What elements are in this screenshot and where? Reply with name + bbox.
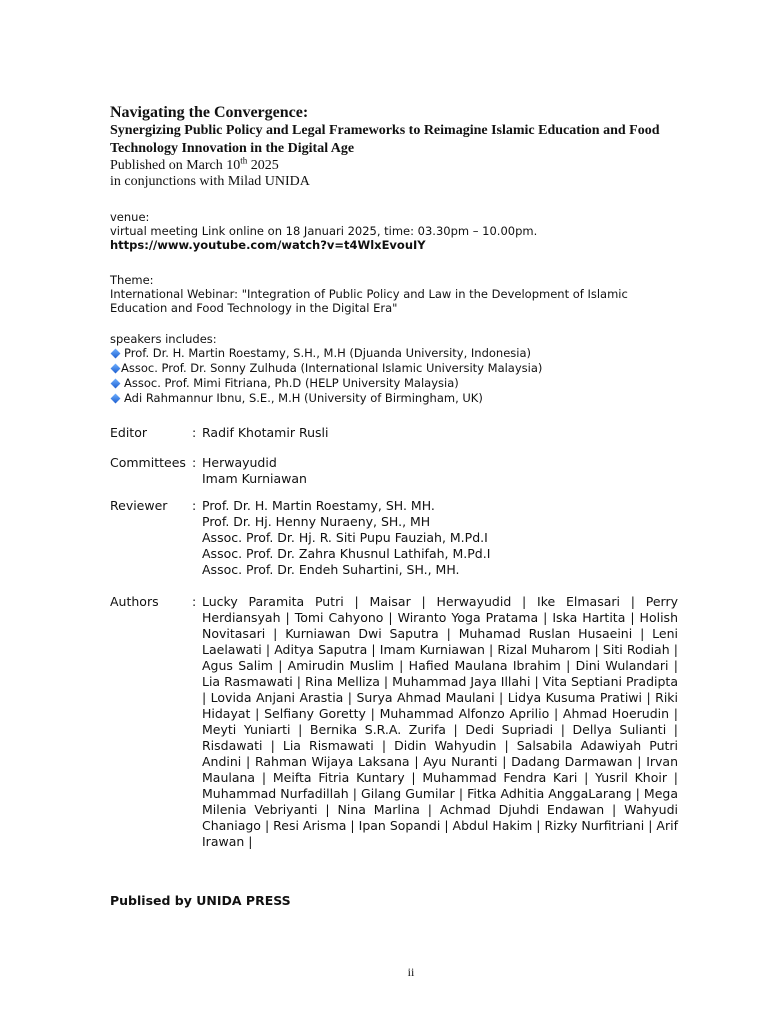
reviewer-name: Prof. Dr. Hj. Henny Nuraeny, SH., MH	[202, 514, 431, 529]
book-subtitle: Synergizing Public Policy and Legal Frameworks to Reimagine Islamic Education and Food Technology Innovation in the Digital Age	[110, 123, 660, 156]
committees-names	[202, 455, 678, 487]
reviewer-name: Assoc. Prof. Dr. Hj. R. Siti Pupu Fauziah, M.Pd.I	[202, 530, 488, 545]
authors-label: Authors	[110, 594, 159, 609]
speaker-name: Assoc. Prof. Mimi Fitriana, Ph.D (HELP University Malaysia)	[124, 376, 459, 390]
committees-label: Committees	[110, 455, 186, 470]
reviewer-label: Reviewer	[110, 498, 168, 513]
editor-name: Radif Khotamir Rusli	[202, 425, 329, 440]
committee-name: Imam Kurniawan	[202, 471, 307, 486]
editor-label: Editor	[110, 425, 147, 440]
published-date-suffix: th	[240, 155, 248, 166]
speaker-name: Adi Rahmannur Ibnu, S.E., M.H (University of Birmingham, UK)	[124, 391, 483, 405]
editor-row	[110, 425, 678, 441]
diamond-bullet-icon	[111, 394, 121, 404]
publisher-line: Publised by UNIDA PRESS	[110, 893, 291, 908]
speaker-item	[110, 391, 678, 406]
document-page	[110, 103, 678, 850]
theme-text: International Webinar: "Integration of Public Policy and Law in the Development of Islamic Education and Food Technology in the Digital Era"	[110, 287, 628, 315]
book-title: Navigating the Convergence:	[110, 104, 309, 121]
reviewer-name: Prof. Dr. H. Martin Roestamy, SH. MH.	[202, 498, 435, 513]
authors-row	[110, 594, 678, 850]
speaker-item	[110, 346, 678, 361]
diamond-bullet-icon	[111, 379, 121, 389]
speakers-section	[110, 332, 678, 406]
reviewer-row	[110, 498, 678, 578]
reviewer-name: Assoc. Prof. Dr. Zahra Khusnul Lathifah, M.Pd.I	[202, 546, 491, 561]
editor-colon: :	[192, 425, 197, 440]
speakers-list	[110, 346, 678, 406]
published-year: 2025	[247, 158, 279, 173]
reviewer-names	[202, 498, 678, 578]
venue-text: virtual meeting Link online on 18 Januari 2025, time: 03.30pm – 10.00pm.	[110, 224, 538, 238]
reviewer-colon: :	[192, 498, 197, 513]
venue-label: venue:	[110, 210, 150, 224]
committee-name: Herwayudid	[202, 455, 277, 470]
speaker-name: Assoc. Prof. Dr. Sonny Zulhuda (International Islamic University Malaysia)	[121, 361, 543, 375]
diamond-bullet-icon	[111, 349, 121, 359]
reviewer-name: Assoc. Prof. Dr. Endeh Suhartini, SH., MH.	[202, 562, 460, 577]
conjunction-note: in conjunctions with Milad UNIDA	[110, 174, 310, 189]
theme-section	[110, 273, 678, 315]
authors-list: Lucky Paramita Putri | Maisar | Herwayudid | Ike Elmasari | Perry Herdiansyah | Tomi Cahyono | Wiranto Yoga Pratama | Iska Hartita | Holish Novitasari | Kurniawan Dwi Saputra | Muhamad Ruslan Husaeini | Leni Laelawati | Aditya Saputra | Imam Kurniawan | Rizal Muharom | Siti Rodiah | Agus Salim | Amirudin Muslim | Hafied Maulana Ibrahim | Dini Wulandari | Lia Rasmawati | Rina Melliza | Muhammad Jaya Illahi | Vita Septiani Pradipta | Lovida Anjani Arastia | Surya Ahmad Maulani | Lidya Kusuma Pratiwi | Riki Hidayat | Selfiany Goretty | Muhammad Alfonzo Aprilio | Ahmad Hoerudin | Meyti Yuniarti | Bernika S.R.A. Zurifa | Dedi Supriadi | Dellya Sulianti | Risdawati | Lia Rismawati | Didin Wahyudin | Salsabila Adawiyah Putri Andini | Rahman Wijaya Laksana | Ayu Nuranti | Dadang Darmawan | Irvan Maulana | Meifta Fitria Kuntary | Muhammad Fendra Kari | Yusril Khoir | Muhammad Nurfadillah | Gilang Gumilar | Fitka Adhitia AnggaLarang | Mega Milenia Vebriyanti | Nina Marlina | Achmad Djuhdi Endawan | Wahyudi Chaniago | Resi Arisma | Ipan Sopandi | Abdul Hakim | Rizky Nurfitriani | Arif Irawan |	[202, 594, 678, 849]
theme-label: Theme:	[110, 273, 154, 287]
venue-url-link[interactable]: https://www.youtube.com/watch?v=t4WlxEvouIY	[110, 238, 426, 252]
venue-section	[110, 210, 678, 252]
authors-colon: :	[192, 594, 197, 609]
committees-colon: :	[192, 455, 197, 470]
editor-names	[202, 425, 678, 441]
speaker-name: Prof. Dr. H. Martin Roestamy, S.H., M.H (Djuanda University, Indonesia)	[124, 346, 531, 360]
page-number: ii	[407, 965, 415, 979]
published-date-text: Published on March 10	[110, 158, 241, 173]
speakers-label: speakers includes:	[110, 332, 217, 346]
diamond-bullet-icon	[111, 364, 121, 374]
committees-row	[110, 455, 678, 487]
speaker-item	[110, 376, 678, 391]
published-date	[110, 155, 678, 174]
speaker-item	[110, 361, 678, 376]
